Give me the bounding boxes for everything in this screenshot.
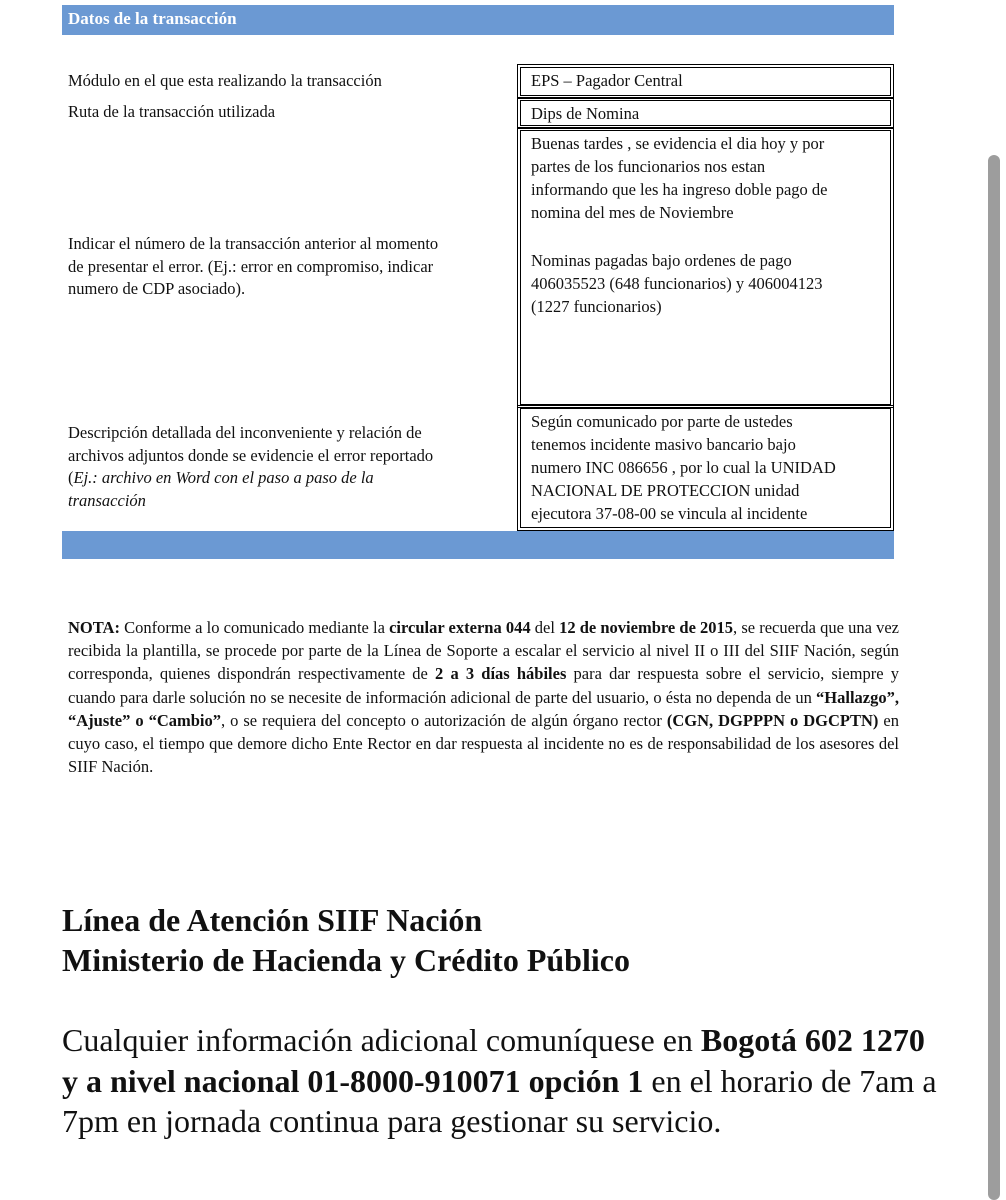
route-value-box[interactable]: [517, 97, 894, 129]
previous-transaction-value-line: 406035523 (648 funcionarios) y 406004123: [531, 274, 823, 293]
description-value-box[interactable]: [517, 405, 894, 531]
description-label-line: (: [68, 468, 74, 487]
previous-transaction-value-box[interactable]: [517, 127, 894, 408]
vertical-scrollbar[interactable]: [988, 155, 1000, 1200]
footer-line-siif: Línea de Atención SIIF Nación: [62, 902, 483, 938]
note-bold: “Hallazgo”, “Ajuste” o “Cambio”: [68, 687, 899, 730]
footer-contact-text: en el horario de 7am a 7pm en jornada continua para gestionar su servicio.: [62, 1062, 937, 1139]
previous-transaction-value-line: Buenas tardes , se evidencia el dia hoy y por: [531, 134, 825, 153]
description-value-line: numero INC 086656 , por lo cual la UNIDAD: [531, 458, 836, 477]
description-label: [68, 422, 433, 512]
note-text: para dar respuesta sobre el servicio, siempre y cuando para darle solución no se necesite de información adicional de parte del usuario, o ésta no dependa de un: [68, 664, 899, 707]
note-bold: circular externa 044: [389, 618, 531, 637]
section-title: Datos de la transacción: [68, 9, 237, 28]
note-text: en cuyo caso, el tiempo que demore dicho Ente Rector en dar respuesta al incidente no es de responsabilidad de los asesores del SIIF Nación.: [68, 710, 900, 777]
description-label-line: Ej.: archivo en Word con el paso a paso de la: [73, 468, 374, 487]
previous-transaction-value-line: partes de los funcionarios nos estan: [531, 157, 766, 176]
previous-transaction-value-line: nomina del mes de Noviembre: [531, 203, 734, 222]
route-label: Ruta de la transacción utilizada: [68, 102, 276, 121]
note-bold: (CGN, DGPPPN o DGCPTN): [666, 710, 879, 730]
description-label-line: Descripción detallada del inconveniente y relación de: [68, 423, 422, 442]
section-header-bar: [62, 5, 894, 35]
footer-contact-phone: Bogotá 602 1270 y a nivel nacional 01-8000-910071 opción 1: [62, 1022, 925, 1099]
description-value-line: tenemos incidente masivo bancario bajo: [531, 435, 796, 454]
footer-contact-info: [62, 1020, 942, 1142]
footer-contact-text: Cualquier información adicional comuníquese en: [62, 1022, 701, 1058]
note-text: , o se requiera del concepto o autorización de algún órgano rector: [221, 710, 667, 730]
module-value-box[interactable]: [517, 64, 894, 99]
note-text: , se recuerda que una vez recibida la plantilla, se procede por parte de la Línea de Soporte a escalar el servicio al nivel II o III del SIIF Nación, según corresponda, quienes dispondrán respectivamente de: [68, 618, 900, 684]
note-label: NOTA:: [68, 618, 120, 637]
note-paragraph: [68, 616, 899, 778]
description-label-line: transacción: [68, 490, 146, 510]
previous-transaction-value-line: Nominas pagadas bajo ordenes de pago: [531, 251, 792, 270]
previous-transaction-label-line: de presentar el error. (Ej.: error en compromiso, indicar: [68, 256, 434, 276]
description-value-line: Según comunicado por parte de ustedes: [531, 412, 793, 431]
previous-transaction-value-line: (1227 funcionarios): [531, 297, 662, 316]
previous-transaction-value-line: informando que les ha ingreso doble pago de: [531, 180, 828, 199]
note-text: Conforme a lo comunicado mediante la: [119, 618, 390, 637]
footer-line-ministry: Ministerio de Hacienda y Crédito Público: [62, 942, 630, 978]
note-bold: 12 de noviembre de 2015: [559, 618, 734, 637]
module-value: EPS – Pagador Central: [531, 71, 683, 90]
section-footer-bar: [62, 531, 894, 559]
previous-transaction-label: [68, 233, 438, 301]
description-value-line: ejecutora 37-08-00 se vincula al incidente: [531, 504, 808, 523]
module-label: Módulo en el que esta realizando la transacción: [68, 71, 382, 90]
previous-transaction-value-spacer: [531, 224, 890, 249]
note-bold: 2 a 3 días hábiles: [435, 664, 567, 684]
route-value: Dips de Nomina: [531, 104, 640, 123]
previous-transaction-label-line: numero de CDP asociado).: [68, 279, 246, 298]
description-value-line: NACIONAL DE PROTECCION unidad: [531, 481, 800, 500]
description-label-line: archivos adjuntos donde se evidencie el error reportado: [68, 445, 434, 465]
previous-transaction-label-line: Indicar el número de la transacción anterior al momento: [68, 234, 439, 253]
note-text: del: [530, 618, 560, 637]
